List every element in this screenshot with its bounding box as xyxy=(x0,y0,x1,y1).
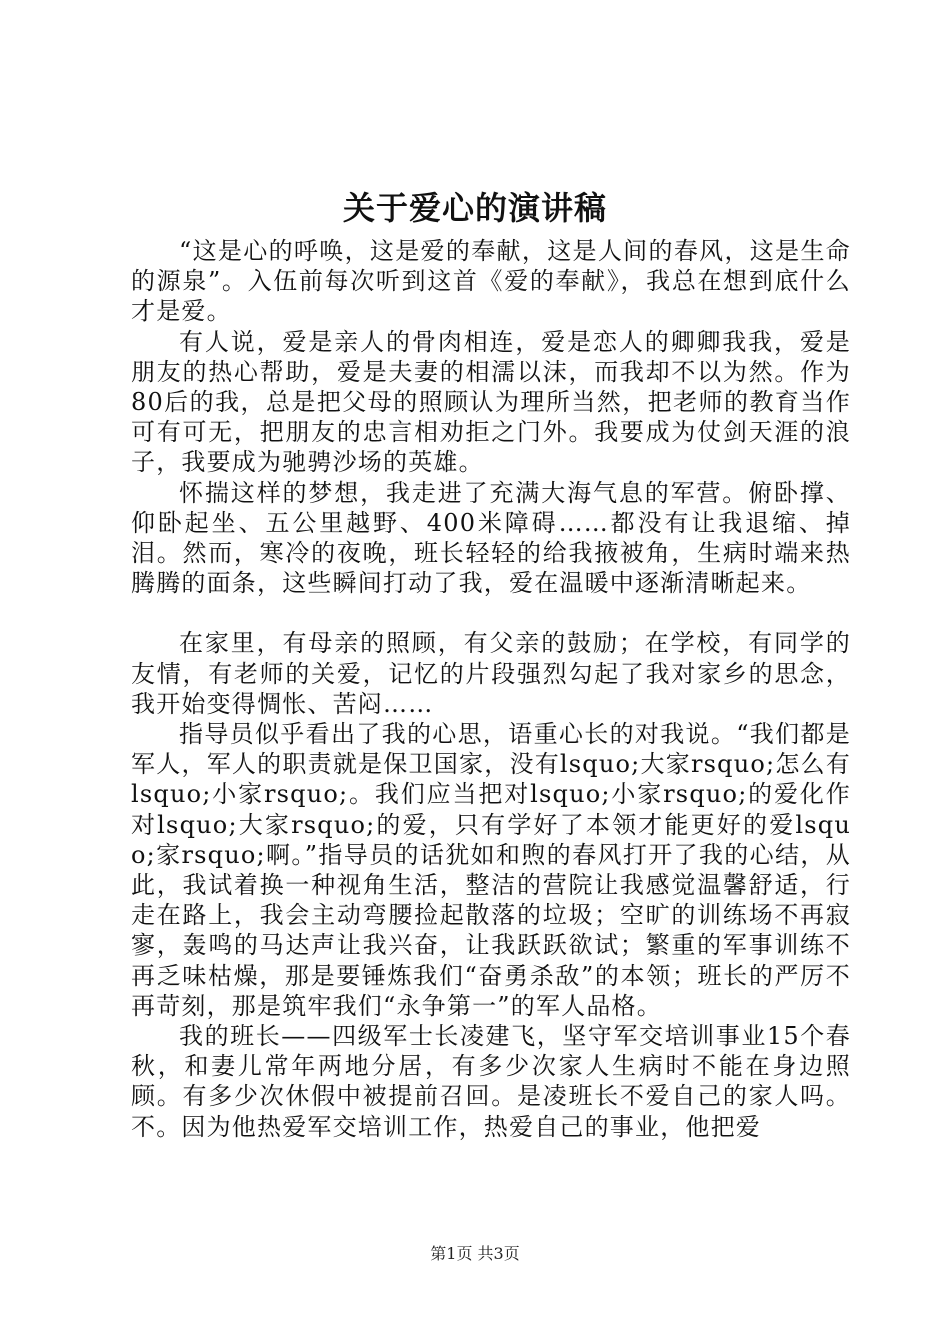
paragraph: “这是心的呼唤，这是爱的奉献，这是人间的春风，这是生命的源泉”。入伍前每次听到这首《爱的奉献》，我总在想到底什么才是爱。 xyxy=(131,237,851,326)
page-number-footer: 第1页 共3页 xyxy=(430,1244,520,1263)
paragraph: 怀揣这样的梦想，我走进了充满大海气息的军营。俯卧撑、仰卧起坐、五公里越野、400米障碍……都没有让我退缩、掉泪。然而，寒冷的夜晚，班长轻轻的给我掖被角，生病时端来热腾腾的面条，这些瞬间打动了我，爱在温暖中逐渐清晰起来。 xyxy=(131,478,851,598)
paragraph: 有人说，爱是亲人的骨肉相连，爱是恋人的卿卿我我，爱是朋友的热心帮助，爱是夫妻的相濡以沫，而我却不以为然。作为80后的我，总是把父母的照顾认为理所当然，把老师的教育当作可有可无，把朋友的忠言相劝拒之门外。我要成为仗剑天涯的浪子，我要成为驰骋沙场的英雄。 xyxy=(131,327,851,477)
document-body xyxy=(131,236,851,1142)
paragraph: 指导员似乎看出了我的心思，语重心长的对我说。“我们都是军人，军人的职责就是保卫国家，没有lsquo;大家rsquo;怎么有lsquo;小家rsquo;。我们应当把对lsquo;小家rsquo;的爱化作对lsquo;大家rsquo;的爱，只有学好了本领才能更好的爱lsquo;家rsquo;啊。”指导员的话犹如和煦的春风打开了我的心结，从此，我试着换一种视角生活，整洁的营院让我感觉温馨舒适，行走在路上，我会主动弯腰捡起散落的垃圾；空旷的训练场不再寂寥，轰鸣的马达声让我兴奋，让我跃跃欲试；繁重的军事训练不再乏味枯燥，那是要锤炼我们“奋勇杀敌”的本领；班长的严厉不再苛刻，那是筑牢我们“永争第一”的军人品格。 xyxy=(131,720,851,1020)
document-title: 关于爱心的演讲稿 xyxy=(342,189,607,227)
paragraph: 在家里，有母亲的照顾，有父亲的鼓励；在学校，有同学的友情，有老师的关爱，记忆的片段强烈勾起了我对家乡的思念，我开始变得惆怅、苦闷…… xyxy=(131,629,851,718)
paragraph: 我的班长——四级军士长凌建飞，坚守军交培训事业15个春秋，和妻儿常年两地分居，有多少次家人生病时不能在身边照顾。有多少次休假中被提前召回。是凌班长不爱自己的家人吗。不。因为他热爱军交培训工作，热爱自己的事业，他把爱 xyxy=(131,1022,851,1141)
